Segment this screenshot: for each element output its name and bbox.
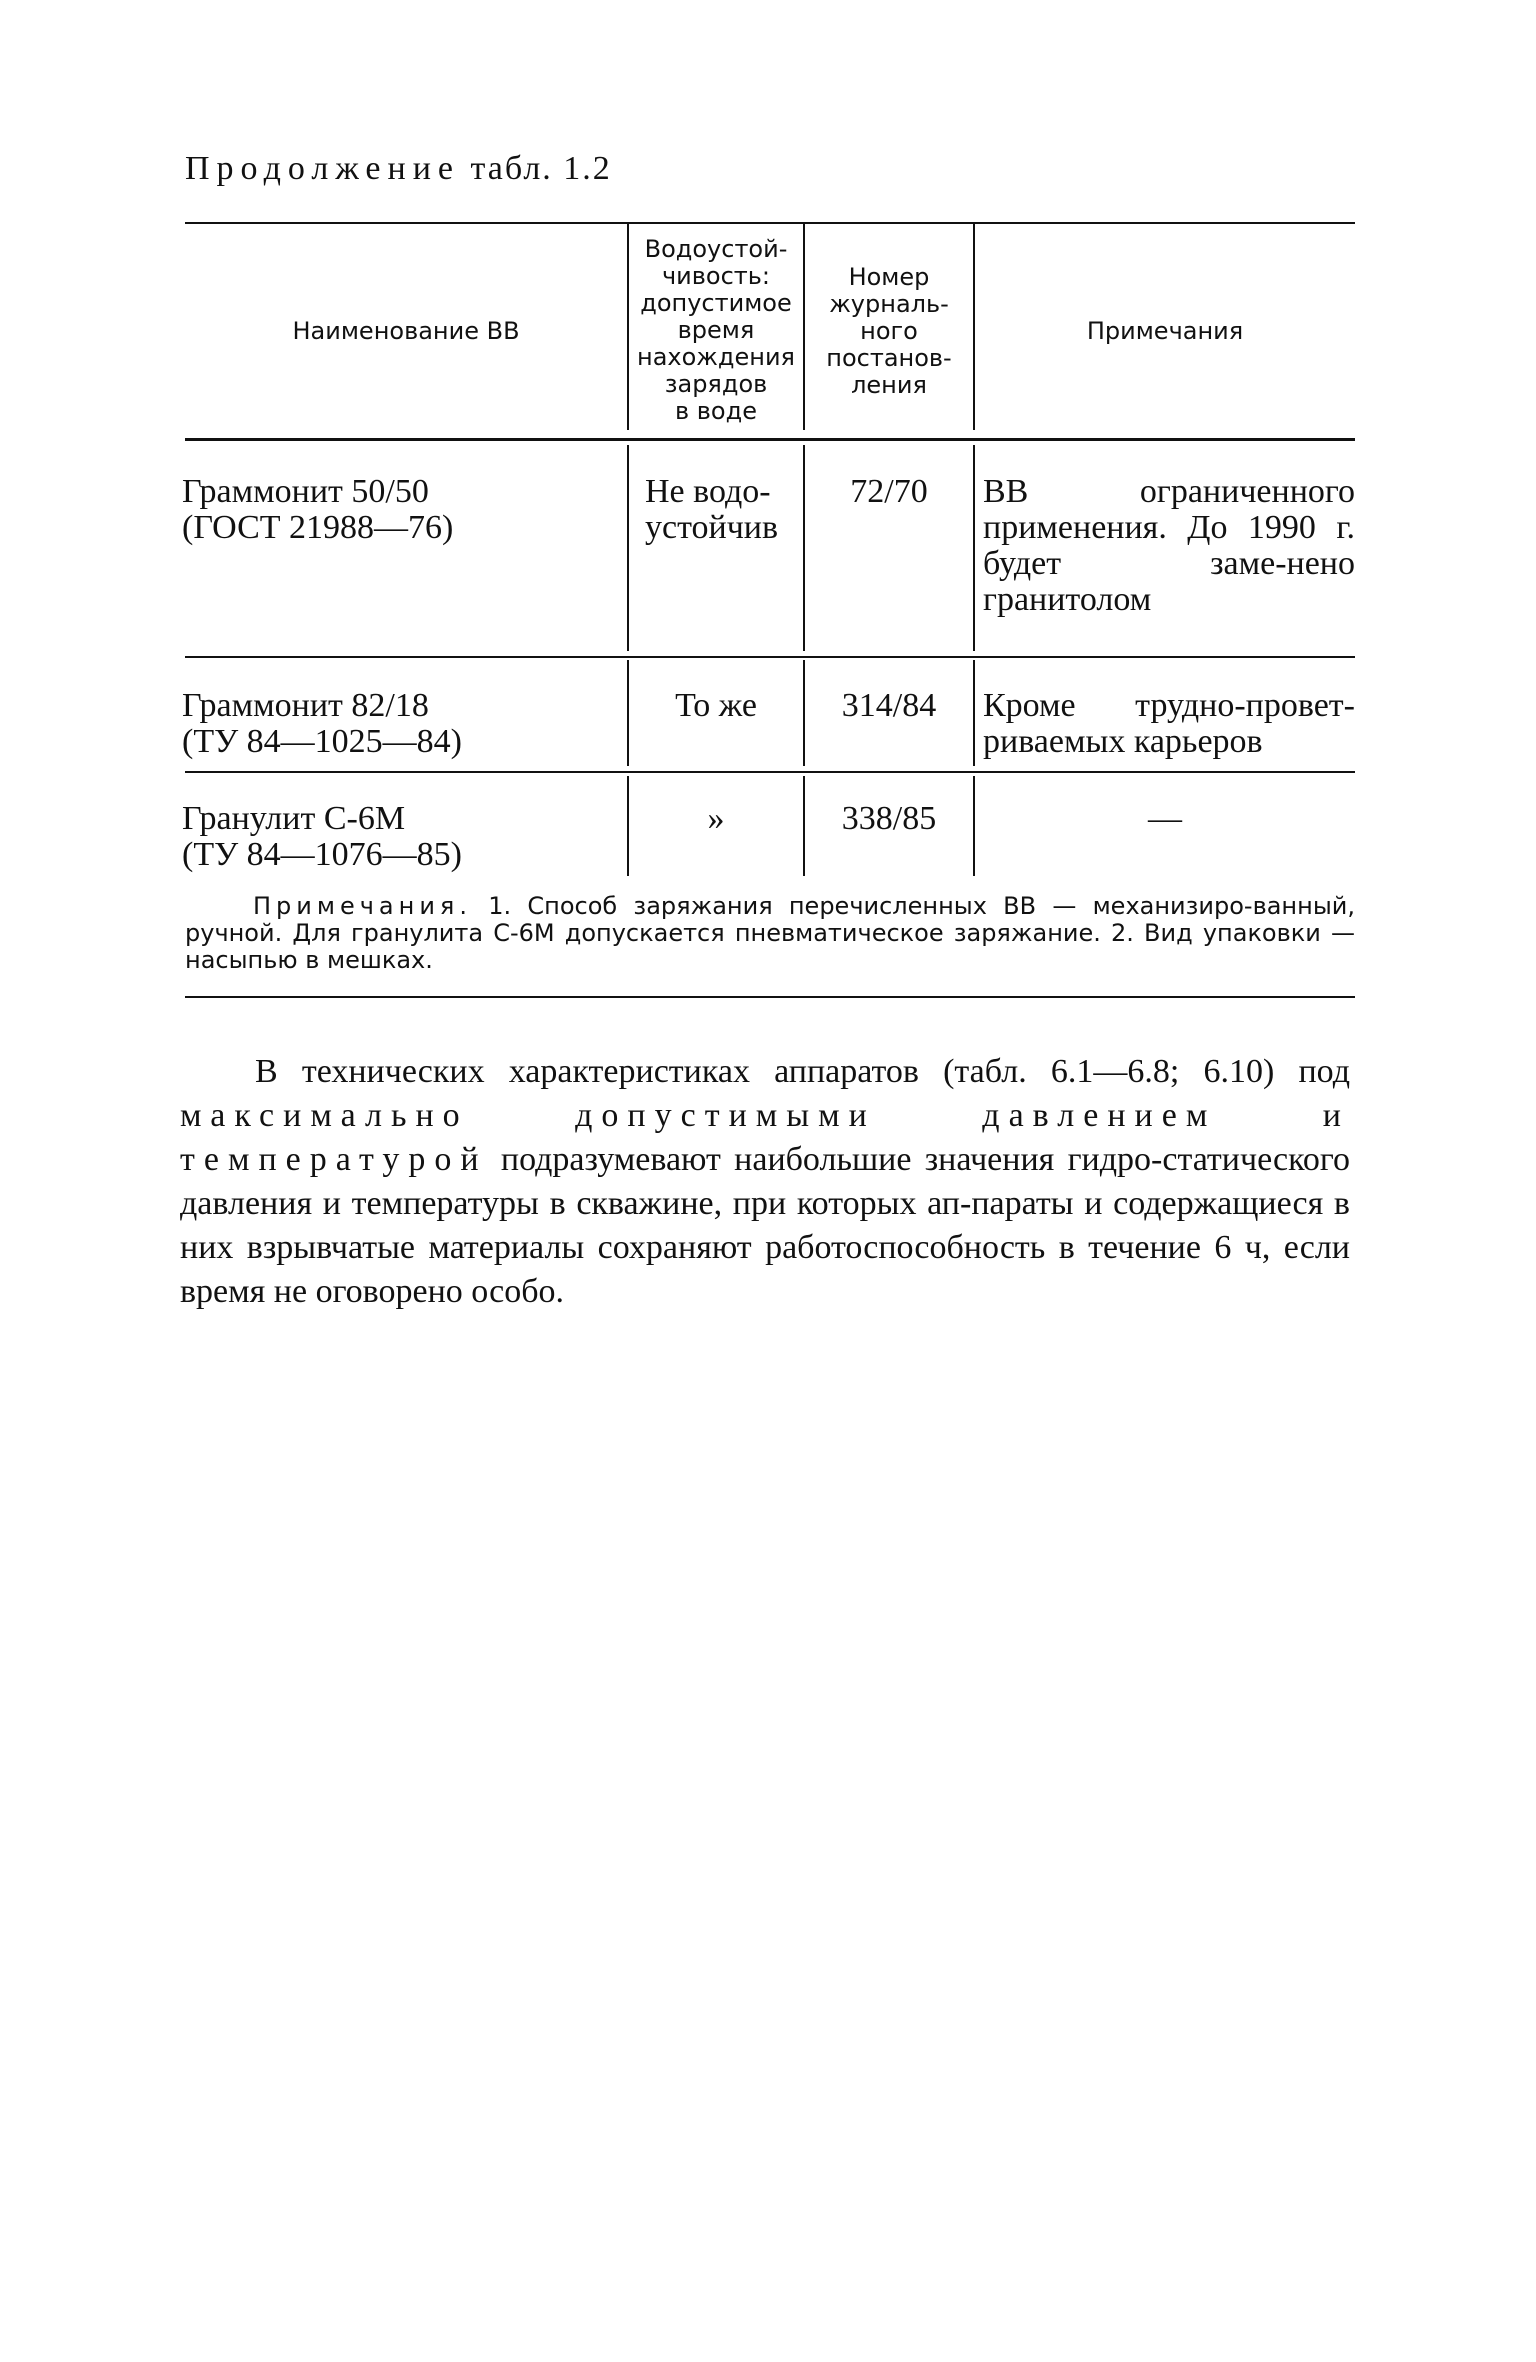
table-notes bbox=[185, 893, 1355, 974]
caption-ref: табл. 1.2 bbox=[470, 150, 612, 187]
col-line bbox=[973, 660, 975, 766]
water-line: Не водо- bbox=[645, 473, 771, 510]
name-line: Гранулит С-6М bbox=[182, 800, 406, 837]
row1-remarks: ВВ ограниченного применения. До 1990 г. будет заме-нено гранитолом bbox=[983, 473, 1355, 618]
name-line: (ТУ 84—1025—84) bbox=[182, 723, 462, 760]
header-water-resistance bbox=[629, 236, 803, 425]
col-line bbox=[627, 445, 629, 651]
row2-name bbox=[182, 688, 622, 760]
header-line: Водоустой- bbox=[644, 235, 788, 263]
header-name: Наименование ВВ bbox=[292, 317, 520, 345]
name-line: Граммонит 82/18 bbox=[182, 687, 429, 724]
header-line: в воде bbox=[675, 397, 757, 425]
notes-bottom-rule bbox=[185, 996, 1355, 998]
col-line bbox=[973, 445, 975, 651]
header-journal-number bbox=[805, 264, 973, 399]
header-line: чивость: bbox=[661, 262, 770, 290]
header-line: допустимое bbox=[640, 289, 792, 317]
table-top-rule bbox=[185, 222, 1355, 224]
paragraph-part1: В технических характеристиках аппаратов (табл. 6.1—6.8; 6.10) под bbox=[255, 1053, 1350, 1090]
row1-name bbox=[182, 474, 622, 546]
paragraph-spaced-term: максимально допустимыми давлением и температурой bbox=[180, 1097, 1350, 1178]
header-bottom-rule bbox=[185, 438, 1355, 441]
row-divider-1 bbox=[185, 656, 1355, 658]
water-line: устойчив bbox=[645, 509, 779, 546]
name-line: (ГОСТ 21988—76) bbox=[182, 509, 454, 546]
paragraph-part2: подразумевают наибольшие значения гидро-статического давления и температуры в скважине, при которых ап-параты и содержащиеся в них взрывчатые материалы сохраняют работоспособность в течение 6 ч, если время не оговорено особо. bbox=[180, 1141, 1350, 1310]
header-line: постанов- bbox=[826, 344, 952, 372]
row3-name bbox=[182, 801, 622, 873]
table-caption bbox=[185, 150, 612, 188]
notes-label: Примечания. bbox=[253, 892, 472, 920]
row3-number: 338/85 bbox=[841, 800, 937, 837]
row1-number: 72/70 bbox=[850, 473, 928, 510]
name-line: (ТУ 84—1076—85) bbox=[182, 836, 462, 873]
header-line: время bbox=[677, 316, 755, 344]
header-line: журналь- bbox=[829, 290, 949, 318]
body-paragraph bbox=[180, 1050, 1350, 1314]
header-line: ления bbox=[851, 371, 927, 399]
row3-water: » bbox=[707, 800, 725, 837]
notes-text: 1. Способ заряжания перечисленных ВВ — механизиро-ванный, ручной. Для гранулита С-6М допускается пневматическое заряжание. 2. Вид упаковки — насыпью в мешках. bbox=[185, 892, 1355, 974]
row2-number: 314/84 bbox=[841, 687, 937, 724]
name-line: Граммонит 50/50 bbox=[182, 473, 429, 510]
row3-remarks: — bbox=[1148, 800, 1182, 837]
row-divider-2 bbox=[185, 771, 1355, 773]
header-line: нахождения bbox=[637, 343, 795, 371]
row2-water: То же bbox=[675, 687, 757, 724]
header-remarks: Примечания bbox=[1086, 317, 1244, 345]
header-line: ного bbox=[860, 317, 918, 345]
row1-water bbox=[645, 474, 795, 546]
caption-word: Продолжение bbox=[185, 150, 461, 187]
header-line: зарядов bbox=[664, 370, 768, 398]
header-line: Номер bbox=[848, 263, 930, 291]
row2-remarks: Кроме трудно-провет-риваемых карьеров bbox=[983, 687, 1355, 760]
